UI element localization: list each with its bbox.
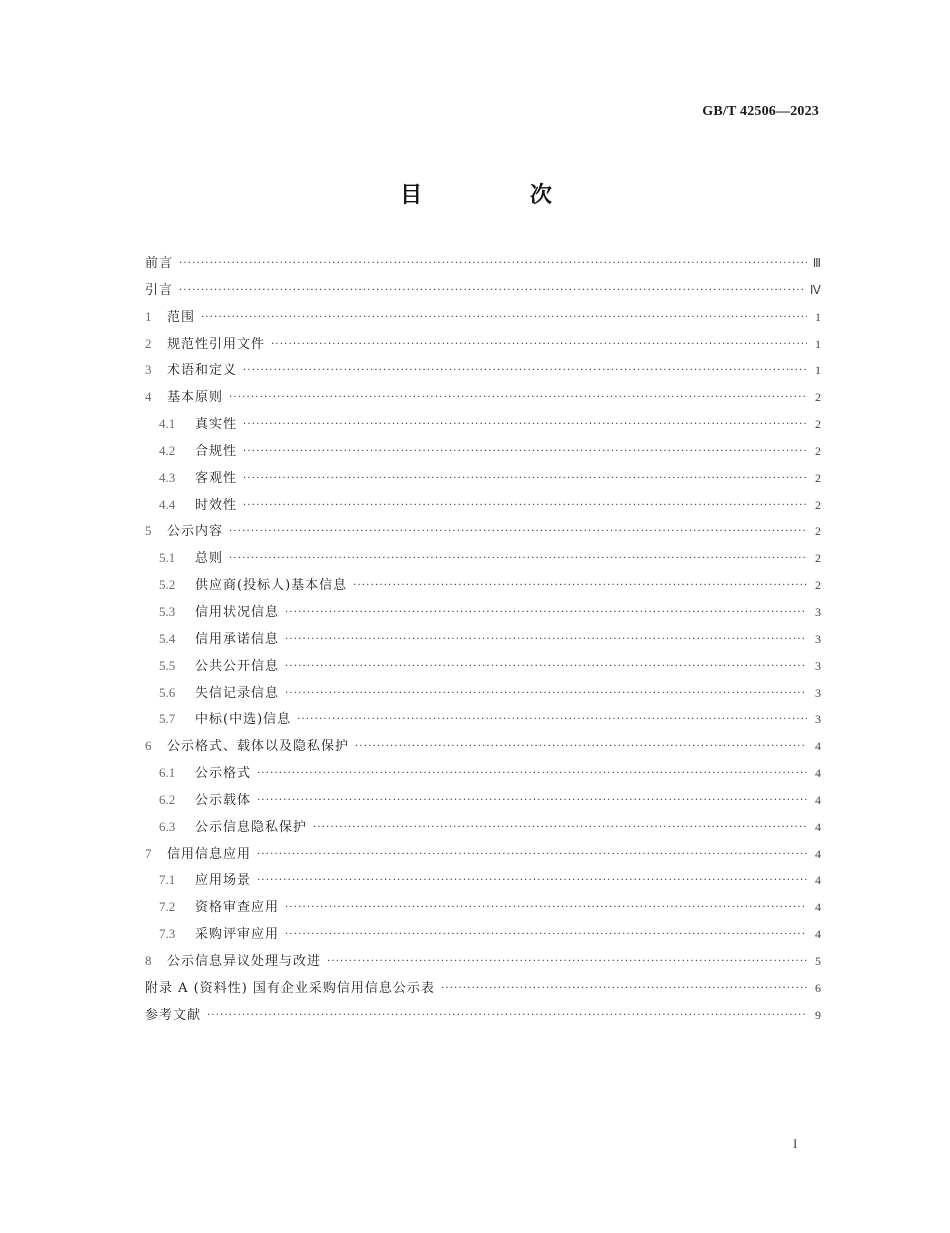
toc-entry-page: 3 bbox=[815, 658, 821, 673]
toc-entry-label: 附录 A (资料性) 国有企业采购信用信息公示表 bbox=[145, 980, 435, 996]
toc-entry-number: 5.1 bbox=[159, 550, 176, 566]
dot-leader bbox=[297, 707, 807, 734]
toc-entry[interactable] bbox=[145, 626, 821, 653]
toc-entry-label: 引言 bbox=[145, 282, 174, 298]
toc-entry-page: 2 bbox=[815, 417, 821, 432]
toc-entry-heading bbox=[145, 1003, 201, 1030]
toc-entry-number: 5 bbox=[145, 523, 152, 539]
dot-leader bbox=[355, 734, 807, 761]
dot-leader bbox=[229, 519, 807, 546]
toc-entry-heading bbox=[145, 465, 237, 493]
dot-leader bbox=[327, 949, 807, 976]
dot-leader bbox=[257, 868, 807, 895]
toc-entry-page: 2 bbox=[815, 497, 821, 512]
toc-entry-page: 2 bbox=[815, 443, 821, 458]
toc-entry[interactable] bbox=[145, 384, 821, 411]
toc-entry-heading bbox=[145, 653, 279, 681]
toc-entry-heading bbox=[145, 492, 237, 520]
toc-entry[interactable] bbox=[145, 250, 821, 277]
toc-entry-page: 1 bbox=[815, 336, 821, 351]
toc-entry-page: 2 bbox=[815, 551, 821, 566]
toc-entry-label: 真实性 bbox=[195, 417, 238, 433]
dot-leader bbox=[243, 439, 807, 466]
toc-entry-page: 4 bbox=[815, 873, 821, 888]
toc-entry[interactable] bbox=[145, 1002, 821, 1029]
dot-leader bbox=[179, 251, 807, 278]
toc-entry[interactable] bbox=[145, 653, 821, 680]
toc-entry[interactable] bbox=[145, 760, 821, 787]
toc-entry-number: 5.6 bbox=[159, 684, 176, 700]
dot-leader bbox=[243, 358, 807, 385]
toc-entry-number: 3 bbox=[145, 362, 152, 378]
toc-entry-page: 3 bbox=[815, 712, 821, 727]
toc-entry-page: 1 bbox=[815, 363, 821, 378]
toc-entry-label: 术语和定义 bbox=[167, 363, 238, 379]
dot-leader bbox=[229, 385, 807, 412]
toc-entry-heading bbox=[145, 680, 279, 708]
dot-leader bbox=[285, 654, 807, 681]
toc-entry-number: 6.3 bbox=[159, 818, 176, 834]
toc-entry-label: 公示载体 bbox=[195, 792, 252, 808]
dot-leader bbox=[285, 627, 807, 654]
toc-entry-heading bbox=[145, 867, 251, 895]
dot-leader bbox=[285, 681, 807, 708]
toc-entry[interactable] bbox=[145, 518, 821, 545]
toc-entry[interactable] bbox=[145, 975, 821, 1002]
toc-entry-heading bbox=[145, 733, 349, 761]
toc-entry[interactable] bbox=[145, 841, 821, 868]
toc-entry-heading bbox=[145, 948, 321, 976]
toc-entry-label: 公示格式 bbox=[195, 766, 252, 782]
toc-entry-label: 范围 bbox=[167, 309, 196, 325]
toc-entry-label: 合规性 bbox=[195, 443, 238, 459]
toc-entry-number: 7.2 bbox=[159, 899, 176, 915]
toc-entry-page: 2 bbox=[815, 578, 821, 593]
toc-entry[interactable] bbox=[145, 572, 821, 599]
toc-entry[interactable] bbox=[145, 733, 821, 760]
toc-entry-page: 4 bbox=[815, 900, 821, 915]
toc-entry-number: 5.3 bbox=[159, 603, 176, 619]
toc-entry-number: 6.2 bbox=[159, 791, 176, 807]
toc-entry-label: 总则 bbox=[195, 551, 224, 567]
toc-entry[interactable] bbox=[145, 465, 821, 492]
toc-entry-heading bbox=[145, 760, 251, 788]
toc-entry-heading bbox=[145, 976, 435, 1003]
dot-leader bbox=[257, 842, 807, 869]
toc-entry[interactable] bbox=[145, 894, 821, 921]
toc-entry[interactable] bbox=[145, 599, 821, 626]
toc-entry-label: 信用承诺信息 bbox=[195, 631, 280, 647]
toc-entry[interactable] bbox=[145, 921, 821, 948]
toc-entry-number: 7.1 bbox=[159, 872, 176, 888]
toc-entry-number: 7 bbox=[145, 845, 152, 861]
toc-entry[interactable] bbox=[145, 867, 821, 894]
toc-entry[interactable] bbox=[145, 545, 821, 572]
toc-entry[interactable] bbox=[145, 948, 821, 975]
toc-entry-heading bbox=[145, 599, 279, 627]
toc-title: 目 次 bbox=[400, 183, 602, 208]
toc-entry[interactable] bbox=[145, 357, 821, 384]
toc-entry[interactable] bbox=[145, 411, 821, 438]
dot-leader bbox=[353, 573, 807, 600]
toc-entry-page: 4 bbox=[815, 792, 821, 807]
page-number: I bbox=[793, 1136, 798, 1151]
toc-entry-heading bbox=[145, 814, 307, 842]
toc-entry-page: 4 bbox=[815, 846, 821, 861]
table-of-contents bbox=[145, 250, 821, 1028]
dot-leader bbox=[207, 1003, 807, 1030]
toc-entry-label: 应用场景 bbox=[195, 873, 252, 889]
toc-entry-label: 公示信息异议处理与改进 bbox=[167, 953, 322, 969]
toc-entry-page: 4 bbox=[815, 927, 821, 942]
toc-entry-page: 6 bbox=[815, 980, 821, 995]
dot-leader bbox=[243, 493, 807, 520]
toc-entry-number: 4 bbox=[145, 389, 152, 405]
toc-entry-number: 8 bbox=[145, 952, 152, 968]
dot-leader bbox=[271, 332, 807, 359]
toc-entry-heading bbox=[145, 545, 223, 573]
toc-entry-page: 2 bbox=[815, 390, 821, 405]
toc-entry-page: 9 bbox=[815, 1007, 821, 1022]
toc-entry-heading bbox=[145, 841, 251, 869]
toc-entry-page: 1 bbox=[815, 309, 821, 324]
dot-leader bbox=[285, 895, 807, 922]
toc-entry-heading bbox=[145, 357, 237, 385]
toc-entry-label: 资格审查应用 bbox=[195, 900, 280, 916]
dot-leader bbox=[179, 278, 806, 305]
dot-leader bbox=[441, 976, 807, 1003]
toc-entry[interactable] bbox=[145, 814, 821, 841]
toc-entry-label: 公示格式、载体以及隐私保护 bbox=[167, 739, 350, 755]
toc-entry-label: 前言 bbox=[145, 256, 174, 271]
toc-entry-heading bbox=[145, 331, 265, 359]
dot-leader bbox=[243, 412, 807, 439]
toc-entry[interactable] bbox=[145, 492, 821, 519]
toc-entry-number: 5.7 bbox=[159, 711, 176, 727]
toc-entry-label: 采购评审应用 bbox=[195, 927, 280, 943]
toc-entry-heading bbox=[145, 411, 237, 439]
toc-entry-label: 参考文献 bbox=[145, 1007, 202, 1023]
toc-entry-number: 2 bbox=[145, 335, 152, 351]
toc-entry-heading bbox=[145, 787, 251, 815]
toc-entry-heading bbox=[145, 921, 279, 949]
toc-entry-label: 规范性引用文件 bbox=[167, 336, 266, 352]
dot-leader bbox=[257, 761, 807, 788]
dot-leader bbox=[201, 305, 807, 332]
toc-entry-label: 信用状况信息 bbox=[195, 604, 280, 620]
toc-entry-number: 6 bbox=[145, 738, 152, 754]
toc-entry-label: 公示内容 bbox=[167, 524, 224, 540]
dot-leader bbox=[229, 546, 807, 573]
toc-entry-page: 3 bbox=[815, 631, 821, 646]
dot-leader bbox=[313, 815, 807, 842]
toc-entry-heading bbox=[145, 278, 173, 305]
toc-entry-page: 3 bbox=[815, 604, 821, 619]
toc-entry[interactable] bbox=[145, 331, 821, 358]
toc-entry-number: 5.5 bbox=[159, 657, 176, 673]
toc-entry-page: 4 bbox=[815, 739, 821, 754]
toc-entry-heading bbox=[145, 706, 291, 734]
toc-entry-number: 5.4 bbox=[159, 630, 176, 646]
toc-entry-label: 客观性 bbox=[195, 470, 238, 486]
toc-entry-label: 基本原则 bbox=[167, 390, 224, 406]
dot-leader bbox=[285, 600, 807, 627]
toc-entry-number: 4.1 bbox=[159, 416, 176, 432]
toc-entry-label: 失信记录信息 bbox=[195, 685, 280, 701]
dot-leader bbox=[285, 922, 807, 949]
toc-entry-label: 时效性 bbox=[195, 497, 238, 513]
toc-entry-number: 7.3 bbox=[159, 926, 176, 942]
toc-entry-number: 1 bbox=[145, 308, 152, 324]
toc-entry-label: 供应商(投标人)基本信息 bbox=[195, 578, 348, 594]
toc-entry[interactable] bbox=[145, 706, 821, 733]
toc-entry-number: 4.4 bbox=[159, 496, 176, 512]
toc-entry[interactable] bbox=[145, 680, 821, 707]
toc-entry-page: 4 bbox=[815, 819, 821, 834]
toc-entry-heading bbox=[145, 626, 279, 654]
toc-entry[interactable] bbox=[145, 277, 821, 304]
toc-entry-page: 5 bbox=[815, 953, 821, 968]
document-code: GB/T 42506—2023 bbox=[702, 104, 819, 119]
toc-entry-heading bbox=[145, 251, 173, 278]
toc-entry-heading bbox=[145, 572, 347, 600]
toc-entry-label: 中标(中选)信息 bbox=[195, 712, 292, 728]
toc-entry-page: 2 bbox=[815, 470, 821, 485]
toc-entry-label: 信用信息应用 bbox=[167, 846, 252, 862]
toc-entry-page: 2 bbox=[815, 524, 821, 539]
toc-entry-page: Ⅳ bbox=[809, 282, 821, 297]
toc-entry-page: 4 bbox=[815, 766, 821, 781]
toc-entry-heading bbox=[145, 438, 237, 466]
toc-entry-heading bbox=[145, 894, 279, 922]
toc-entry-label: 公示信息隐私保护 bbox=[195, 819, 308, 835]
toc-entry-heading bbox=[145, 304, 195, 332]
toc-entry-heading bbox=[145, 518, 223, 546]
toc-entry-label: 公共公开信息 bbox=[195, 658, 280, 674]
toc-entry-number: 4.3 bbox=[159, 469, 176, 485]
toc-entry-number: 6.1 bbox=[159, 765, 176, 781]
toc-entry-page: Ⅲ bbox=[812, 256, 821, 270]
toc-entry[interactable] bbox=[145, 787, 821, 814]
toc-entry[interactable] bbox=[145, 438, 821, 465]
toc-entry-number: 5.2 bbox=[159, 577, 176, 593]
toc-entry-heading bbox=[145, 384, 223, 412]
dot-leader bbox=[257, 788, 807, 815]
toc-entry-page: 3 bbox=[815, 685, 821, 700]
toc-entry-number: 4.2 bbox=[159, 442, 176, 458]
dot-leader bbox=[243, 466, 807, 493]
toc-entry[interactable] bbox=[145, 304, 821, 331]
